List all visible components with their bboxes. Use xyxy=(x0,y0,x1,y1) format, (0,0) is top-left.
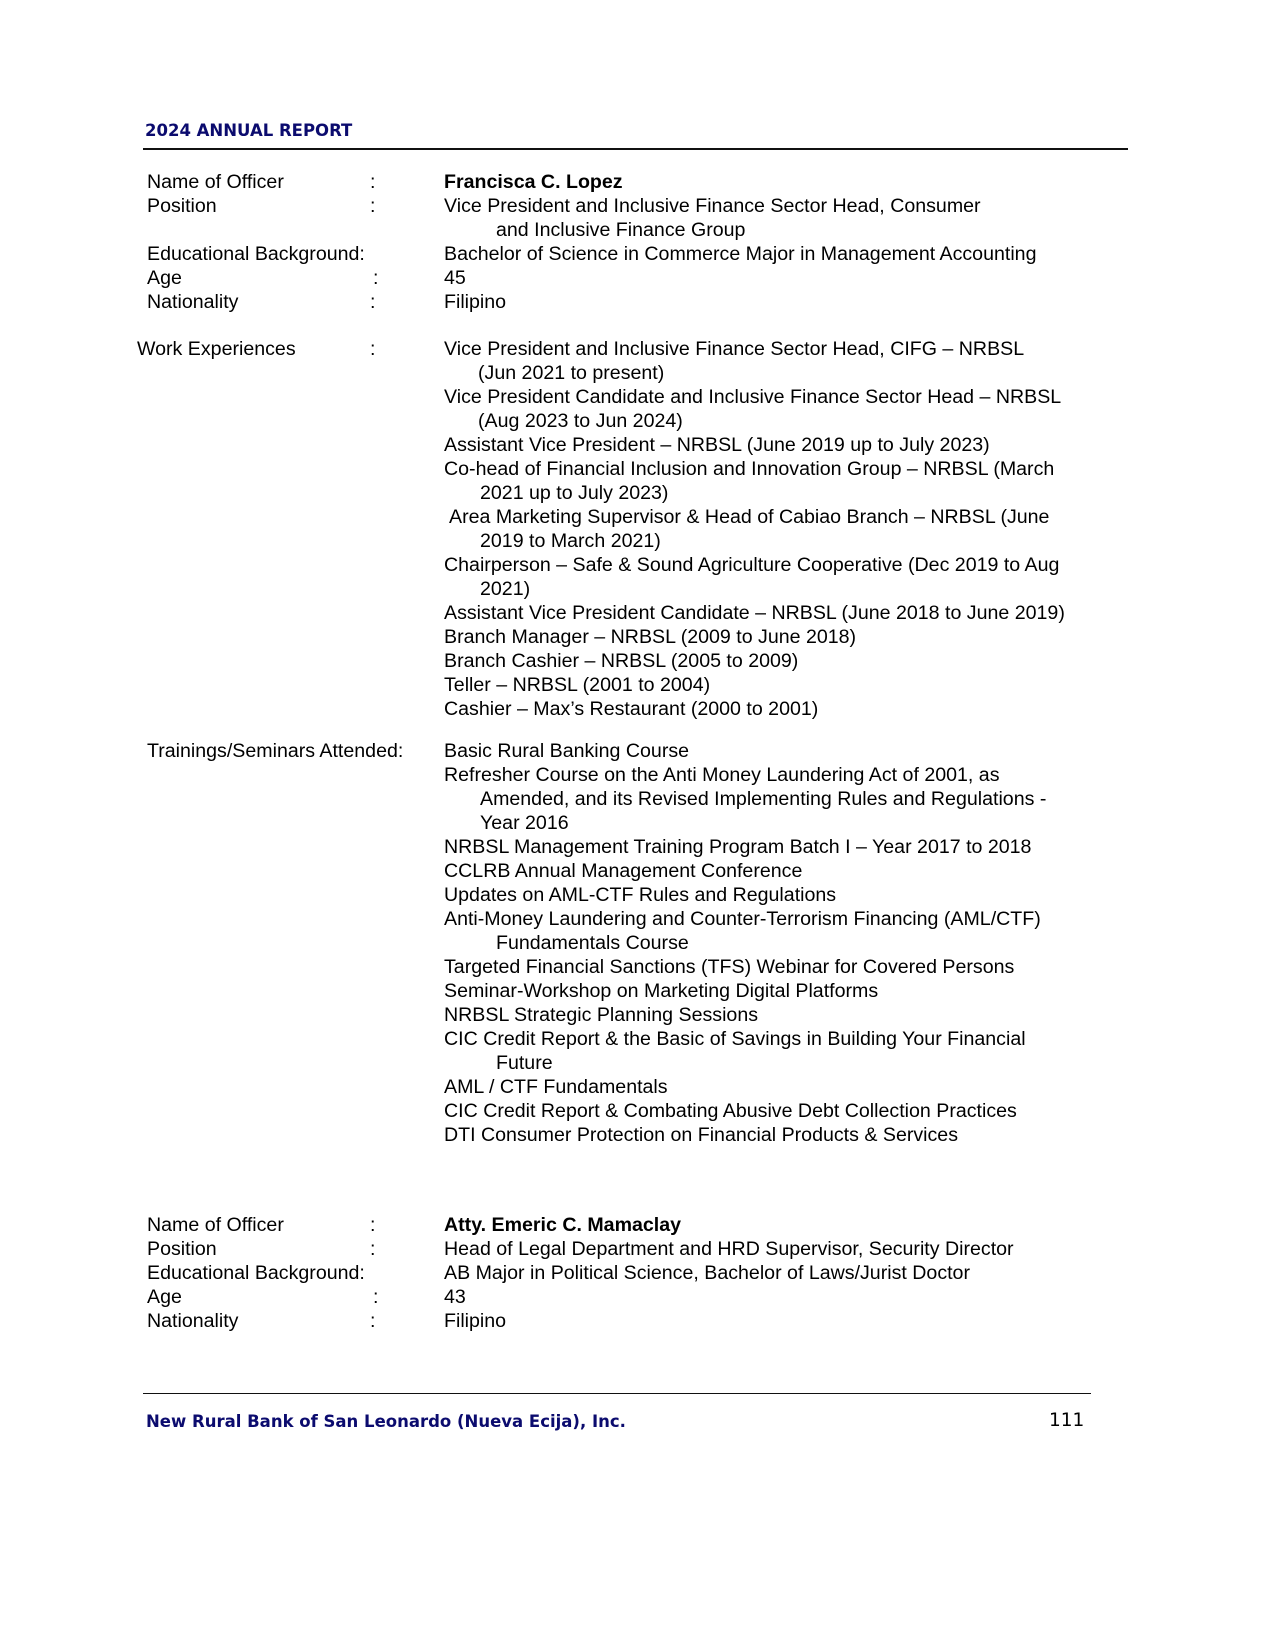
work-item-cont: 2019 to March 2021) xyxy=(480,530,661,552)
position-row-cont xyxy=(0,218,1275,242)
training-item: CIC Credit Report & Combating Abusive Debt Collection Practices xyxy=(444,1100,1017,1122)
training-item: Basic Rural Banking Course xyxy=(444,740,690,762)
education-label xyxy=(147,1261,365,1285)
officer-2-info xyxy=(0,1213,1275,1333)
education-label-text: Educational Background xyxy=(147,1262,360,1284)
education-value: Bachelor of Science in Commerce Major in Management Accounting xyxy=(444,243,1037,265)
colon: : xyxy=(373,1286,379,1308)
nationality-label: Nationality xyxy=(147,1310,239,1332)
work-item: Area Marketing Supervisor & Head of Cabiao Branch – NRBSL (June xyxy=(449,506,1050,528)
colon: : xyxy=(359,243,365,265)
work-label: Work Experiences xyxy=(137,338,296,360)
position-row xyxy=(0,194,1275,218)
work-item: Chairperson – Safe & Sound Agriculture Cooperative (Dec 2019 to Aug xyxy=(444,554,1060,576)
officer-name: Atty. Emeric C. Mamaclay xyxy=(444,1214,682,1236)
position-value: Head of Legal Department and HRD Supervisor, Security Director xyxy=(444,1238,1014,1260)
report-header-title: 2024 ANNUAL REPORT xyxy=(145,121,353,140)
work-item: Cashier – Max’s Restaurant (2000 to 2001) xyxy=(444,698,819,720)
trainings-label: Trainings/Seminars Attended: xyxy=(147,740,404,762)
colon: : xyxy=(370,195,376,217)
position-value-cont: and Inclusive Finance Group xyxy=(496,219,746,241)
training-item: CIC Credit Report & the Basic of Savings in Building Your Financial xyxy=(444,1028,1026,1050)
officer-name: Francisca C. Lopez xyxy=(444,171,623,193)
education-label-text: Educational Background xyxy=(147,243,360,265)
work-row xyxy=(0,337,1275,361)
training-item-cont: Amended, and its Revised Implementing Rules and Regulations - xyxy=(480,788,1047,810)
age-label: Age xyxy=(147,267,182,289)
trainings-row xyxy=(0,739,1275,763)
training-item: Anti-Money Laundering and Counter-Terrorism Financing (AML/CTF) xyxy=(444,908,1041,930)
footer-divider xyxy=(143,1393,1091,1394)
training-item: DTI Consumer Protection on Financial Products & Services xyxy=(444,1124,959,1146)
nationality-label: Nationality xyxy=(147,291,239,313)
training-item: NRBSL Strategic Planning Sessions xyxy=(444,1004,759,1026)
work-item-cont: (Jun 2021 to present) xyxy=(478,362,665,384)
position-label: Position xyxy=(147,195,217,217)
officer-1-info xyxy=(0,170,1275,314)
nationality-row xyxy=(0,290,1275,314)
education-row xyxy=(0,242,1275,266)
nationality-row xyxy=(0,1309,1275,1333)
age-row xyxy=(0,1285,1275,1309)
training-item: CCLRB Annual Management Conference xyxy=(444,860,803,882)
position-row xyxy=(0,1237,1275,1261)
education-label xyxy=(147,242,365,266)
colon: : xyxy=(370,171,376,193)
age-value: 43 xyxy=(444,1286,466,1308)
position-value: Vice President and Inclusive Finance Sector Head, Consumer xyxy=(444,195,981,217)
training-item: Targeted Financial Sanctions (TFS) Webinar for Covered Persons xyxy=(444,956,1015,978)
training-item-cont: Fundamentals Course xyxy=(496,932,689,954)
trainings-section xyxy=(0,739,1275,1147)
position-label: Position xyxy=(147,1238,217,1260)
work-item: Co-head of Financial Inclusion and Innovation Group – NRBSL (March xyxy=(444,458,1055,480)
colon: : xyxy=(370,338,376,360)
colon: : xyxy=(359,1262,365,1284)
work-item: Teller – NRBSL (2001 to 2004) xyxy=(444,674,711,696)
training-item-cont: Year 2016 xyxy=(480,812,569,834)
training-item: NRBSL Management Training Program Batch I – Year 2017 to 2018 xyxy=(444,836,1032,858)
name-label: Name of Officer xyxy=(147,1214,284,1236)
education-row xyxy=(0,1261,1275,1285)
education-value: AB Major in Political Science, Bachelor of Laws/Jurist Doctor xyxy=(444,1262,970,1284)
age-value: 45 xyxy=(444,267,466,289)
training-item-cont: Future xyxy=(496,1052,553,1074)
work-item: Branch Cashier – NRBSL (2005 to 2009) xyxy=(444,650,799,672)
work-experiences-section xyxy=(0,337,1275,721)
page-number: 111 xyxy=(1049,1410,1085,1431)
training-item: AML / CTF Fundamentals xyxy=(444,1076,668,1098)
officer-name-row xyxy=(0,1213,1275,1237)
age-label: Age xyxy=(147,1286,182,1308)
training-item: Updates on AML-CTF Rules and Regulations xyxy=(444,884,837,906)
colon: : xyxy=(373,267,379,289)
officer-name-row xyxy=(0,170,1275,194)
training-item: Refresher Course on the Anti Money Laundering Act of 2001, as xyxy=(444,764,1000,786)
training-item: Seminar-Workshop on Marketing Digital Platforms xyxy=(444,980,879,1002)
footer-bank-name: New Rural Bank of San Leonardo (Nueva Ecija), Inc. xyxy=(146,1412,626,1431)
nationality-value: Filipino xyxy=(444,291,507,313)
work-item: Assistant Vice President – NRBSL (June 2019 up to July 2023) xyxy=(444,434,990,456)
colon: : xyxy=(370,1238,376,1260)
name-label: Name of Officer xyxy=(147,171,284,193)
work-item: Vice President and Inclusive Finance Sector Head, CIFG – NRBSL xyxy=(444,338,1025,360)
work-item-cont: (Aug 2023 to Jun 2024) xyxy=(478,410,683,432)
colon: : xyxy=(370,1214,376,1236)
work-item-cont: 2021 up to July 2023) xyxy=(480,482,669,504)
header-divider xyxy=(143,148,1128,150)
age-row xyxy=(0,266,1275,290)
work-item-cont: 2021) xyxy=(480,578,531,600)
colon: : xyxy=(370,1310,376,1332)
nationality-value: Filipino xyxy=(444,1310,507,1332)
work-item: Branch Manager – NRBSL (2009 to June 2018) xyxy=(444,626,857,648)
work-item: Vice President Candidate and Inclusive Finance Sector Head – NRBSL xyxy=(444,386,1062,408)
colon: : xyxy=(370,291,376,313)
work-item: Assistant Vice President Candidate – NRBSL (June 2018 to June 2019) xyxy=(444,602,1065,624)
